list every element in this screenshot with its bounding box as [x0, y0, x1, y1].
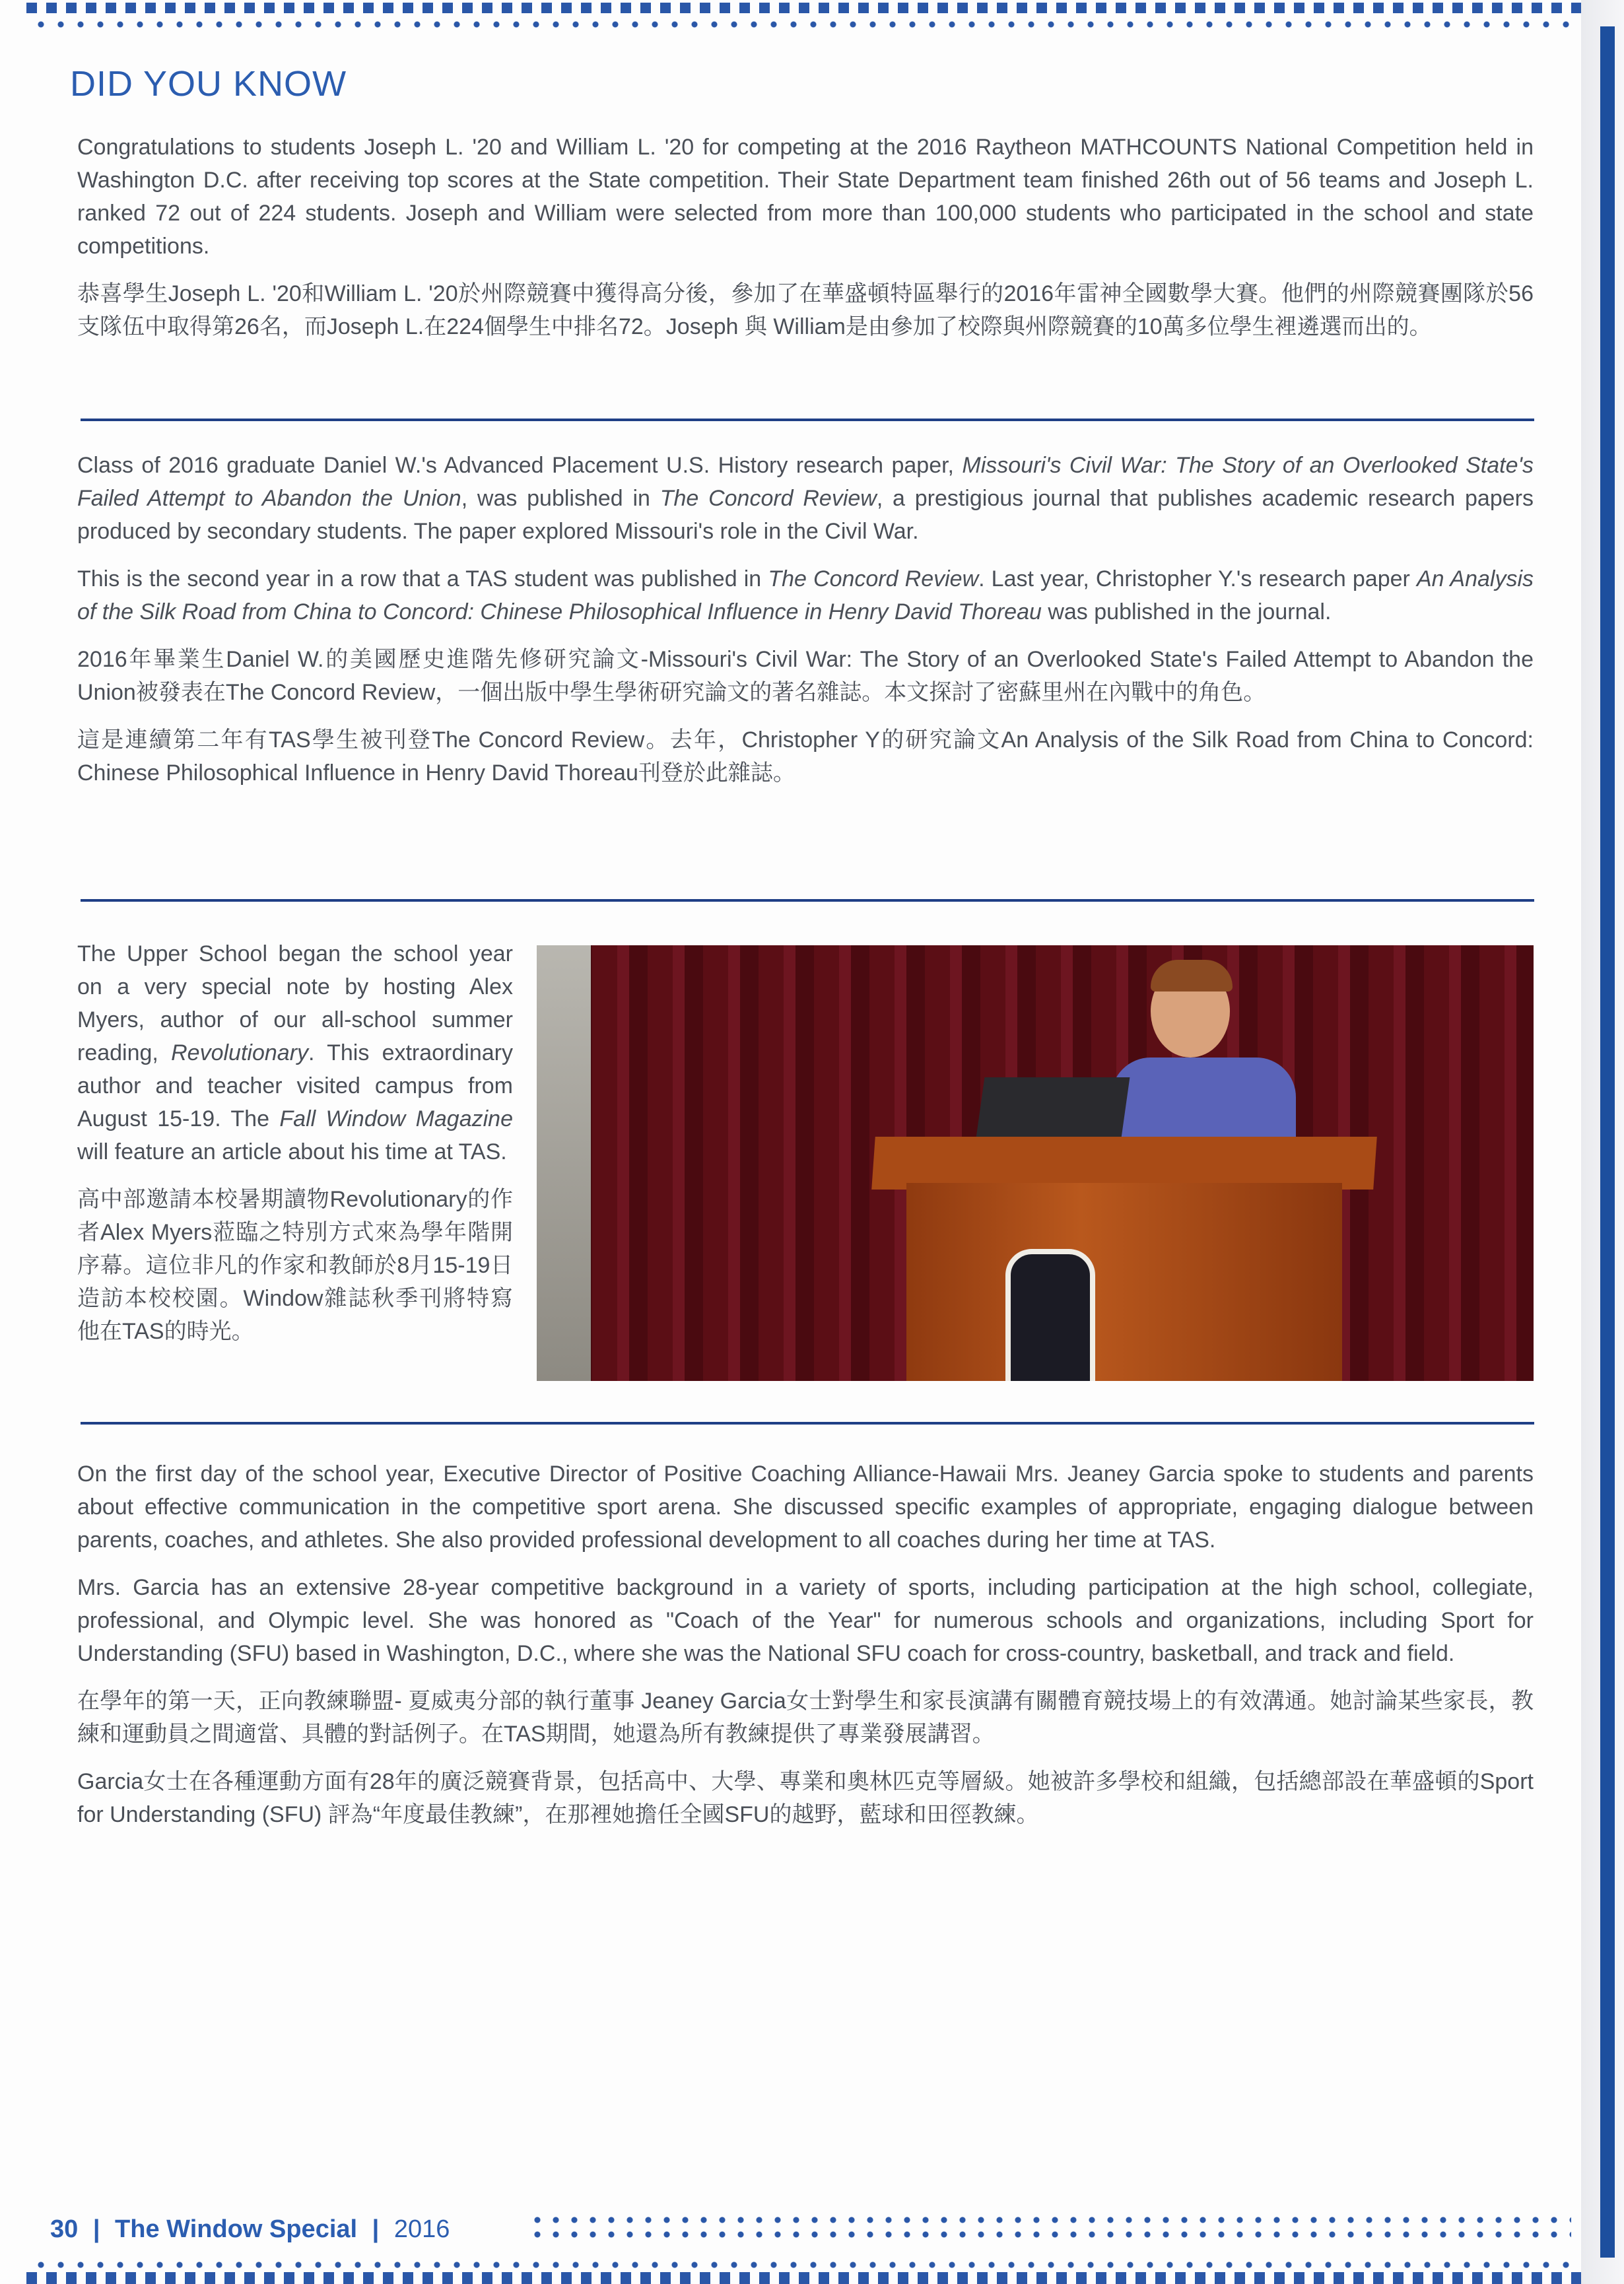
- page-heading: DID YOU KNOW: [70, 64, 347, 104]
- photo-wall: [537, 945, 591, 1381]
- page-edge: [1581, 0, 1624, 2284]
- garcia-chinese-1: 在學年的第一天，正向教練聯盟- 夏威夷分部的執行董事 Jeaney Garcia女士對學生和家長演講有關體育競技場上的有效溝通。她討論某些家長，教練和運動員之間適當、具體的對話例子。在TAS期間，她還為所有教練提供了專業發展講習。: [77, 1689, 1534, 1747]
- speaker-hair: [1151, 960, 1233, 991]
- journal-name: The Concord Review: [768, 566, 979, 591]
- concord-chinese-2: 這是連續第二年有TAS學生被刊登The Concord Review。去年，Christopher Y的研究論文An Analysis of the Silk Road from China to Concord: Chinese Philosophical Influence in Henry David Thoreau刊登於此雜誌。: [77, 727, 1534, 786]
- school-emblem-icon: [1005, 1249, 1095, 1381]
- top-dot-border: [26, 0, 1584, 32]
- divider-2: [81, 899, 1534, 902]
- concord-english-1: Class of 2016 graduate Daniel W.'s Advanced Placement U.S. History research paper, Missouri's Civil War: The Story of an Overlooked State's Failed Attempt to Abandon the Union, was published in The Concord Review, a prestigious journal that publishes academic research papers produced by secondary students. The paper explored Missouri's role in the Civil War.: [77, 453, 1534, 544]
- book-title: Revolutionary: [171, 1040, 309, 1065]
- concord-english-2: This is the second year in a row that a TAS student was published in The Concord Review. Last year, Christopher Y.'s research paper An Analysis of the Silk Road from China to Concord: Chinese Philosophical Influence in Henry David Thoreau was published in the journal.: [77, 566, 1534, 624]
- journal-name: The Concord Review: [660, 486, 877, 511]
- page-number: 30: [50, 2215, 79, 2243]
- alex-myers-english: The Upper School began the school year on a very special note by hosting Alex Myers, author of our all-school summer reading, Revolutionary. This extraordinary author and teacher visited campus from August 15-19. The Fall Window Magazine will feature an article about his time at TAS.: [77, 941, 513, 1164]
- magazine-name: The Window Special: [115, 2215, 358, 2243]
- paper-title-silk-road: An Analysis of the Silk Road from China to Concord: Chinese Philosophical Influence in Henry David Thoreau: [77, 566, 1534, 624]
- garcia-english-1: On the first day of the school year, Executive Director of Positive Coaching Alliance-Hawaii Mrs. Jeaney Garcia spoke to students and parents about effective communication in the competitive sport arena. She discussed specific examples of appropriate, engaging dialogue between parents, coaches, and athletes. She also provided professional development to all coaches during her time at TAS.: [77, 1461, 1534, 1553]
- speaker-photo: [537, 945, 1534, 1381]
- section-concord-review: [77, 449, 1534, 804]
- paper-title-missouri: Missouri's Civil War: The Story of an Overlooked State's Failed Attempt to Abandon the Union: [77, 453, 1534, 511]
- section-mathcounts: [77, 131, 1534, 358]
- page-footer: [50, 2213, 450, 2246]
- alex-myers-chinese: 高中部邀請本校暑期讀物Revolutionary的作者Alex Myers蒞臨之特別方式來為學年階開序幕。這位非凡的作家和教師於8月15-19日造訪本校校園。Window雜誌秋季刊將特寫他在TAS的時光。: [77, 1187, 513, 1344]
- section-garcia: [77, 1458, 1534, 1846]
- bottom-dot-border: [26, 2256, 1584, 2284]
- garcia-chinese-2: Garcia女士在各種運動方面有28年的廣泛競賽背景，包括高中、大學、專業和奧林匹克等層級。她被許多學校和組織，包括總部設在華盛頓的Sport for Understanding (SFU) 評為“年度最佳教練”，在那裡她擔任全國SFU的越野，藍球和田徑教練。: [77, 1769, 1534, 1827]
- magazine-title: Fall Window Magazine: [279, 1106, 513, 1131]
- edge-blue-bar: [1600, 26, 1615, 2258]
- issue-year: 2016: [393, 2215, 450, 2243]
- footer-dot-pattern: [528, 2213, 1571, 2246]
- divider-3: [81, 1422, 1534, 1425]
- divider-1: [81, 419, 1534, 421]
- footer-separator: |: [92, 2215, 100, 2243]
- section-alex-myers: [77, 937, 513, 1362]
- podium: [906, 1183, 1342, 1381]
- concord-chinese-1: 2016年畢業生Daniel W.的美國歷史進階先修研究論文-Missouri's Civil War: The Story of an Overlooked State's Failed Attempt to Abandon the Union被發表在The Concord Review，一個出版中學生學術研究論文的著名雜誌。本文探討了密蘇里州在內戰中的角色。: [77, 647, 1534, 705]
- mathcounts-english: Congratulations to students Joseph L. '20 and William L. '20 for competing at the 2016 Raytheon MATHCOUNTS National Competition held in Washington D.C. after receiving top scores at the State competition. Their State Department team finished 26th out of 56 teams and Joseph L. ranked 72 out of 224 students. Joseph and William were selected from more than 100,000 students who participated in the school and state competitions.: [77, 135, 1534, 259]
- footer-separator: |: [372, 2215, 380, 2243]
- garcia-english-2: Mrs. Garcia has an extensive 28-year competitive background in a variety of sports, including participation at the high school, collegiate, professional, and Olympic level. She was honored as "Coach of the Year" for numerous schools and organizations, including Sport for Understanding (SFU) based in Washington, D.C., where she was the National SFU coach for cross-country, basketball, and track and field.: [77, 1575, 1534, 1666]
- podium-top: [871, 1137, 1377, 1190]
- mathcounts-chinese: 恭喜學生Joseph L. '20和William L. '20於州際競賽中獲得高分後，參加了在華盛頓特區舉行的2016年雷神全國數學大賽。他們的州際競賽團隊於56支隊伍中取得第26名，而Joseph L.在224個學生中排名72。Joseph 與 William是由參加了校際與州際競賽的10萬多位學生裡遴選而出的。: [77, 281, 1534, 339]
